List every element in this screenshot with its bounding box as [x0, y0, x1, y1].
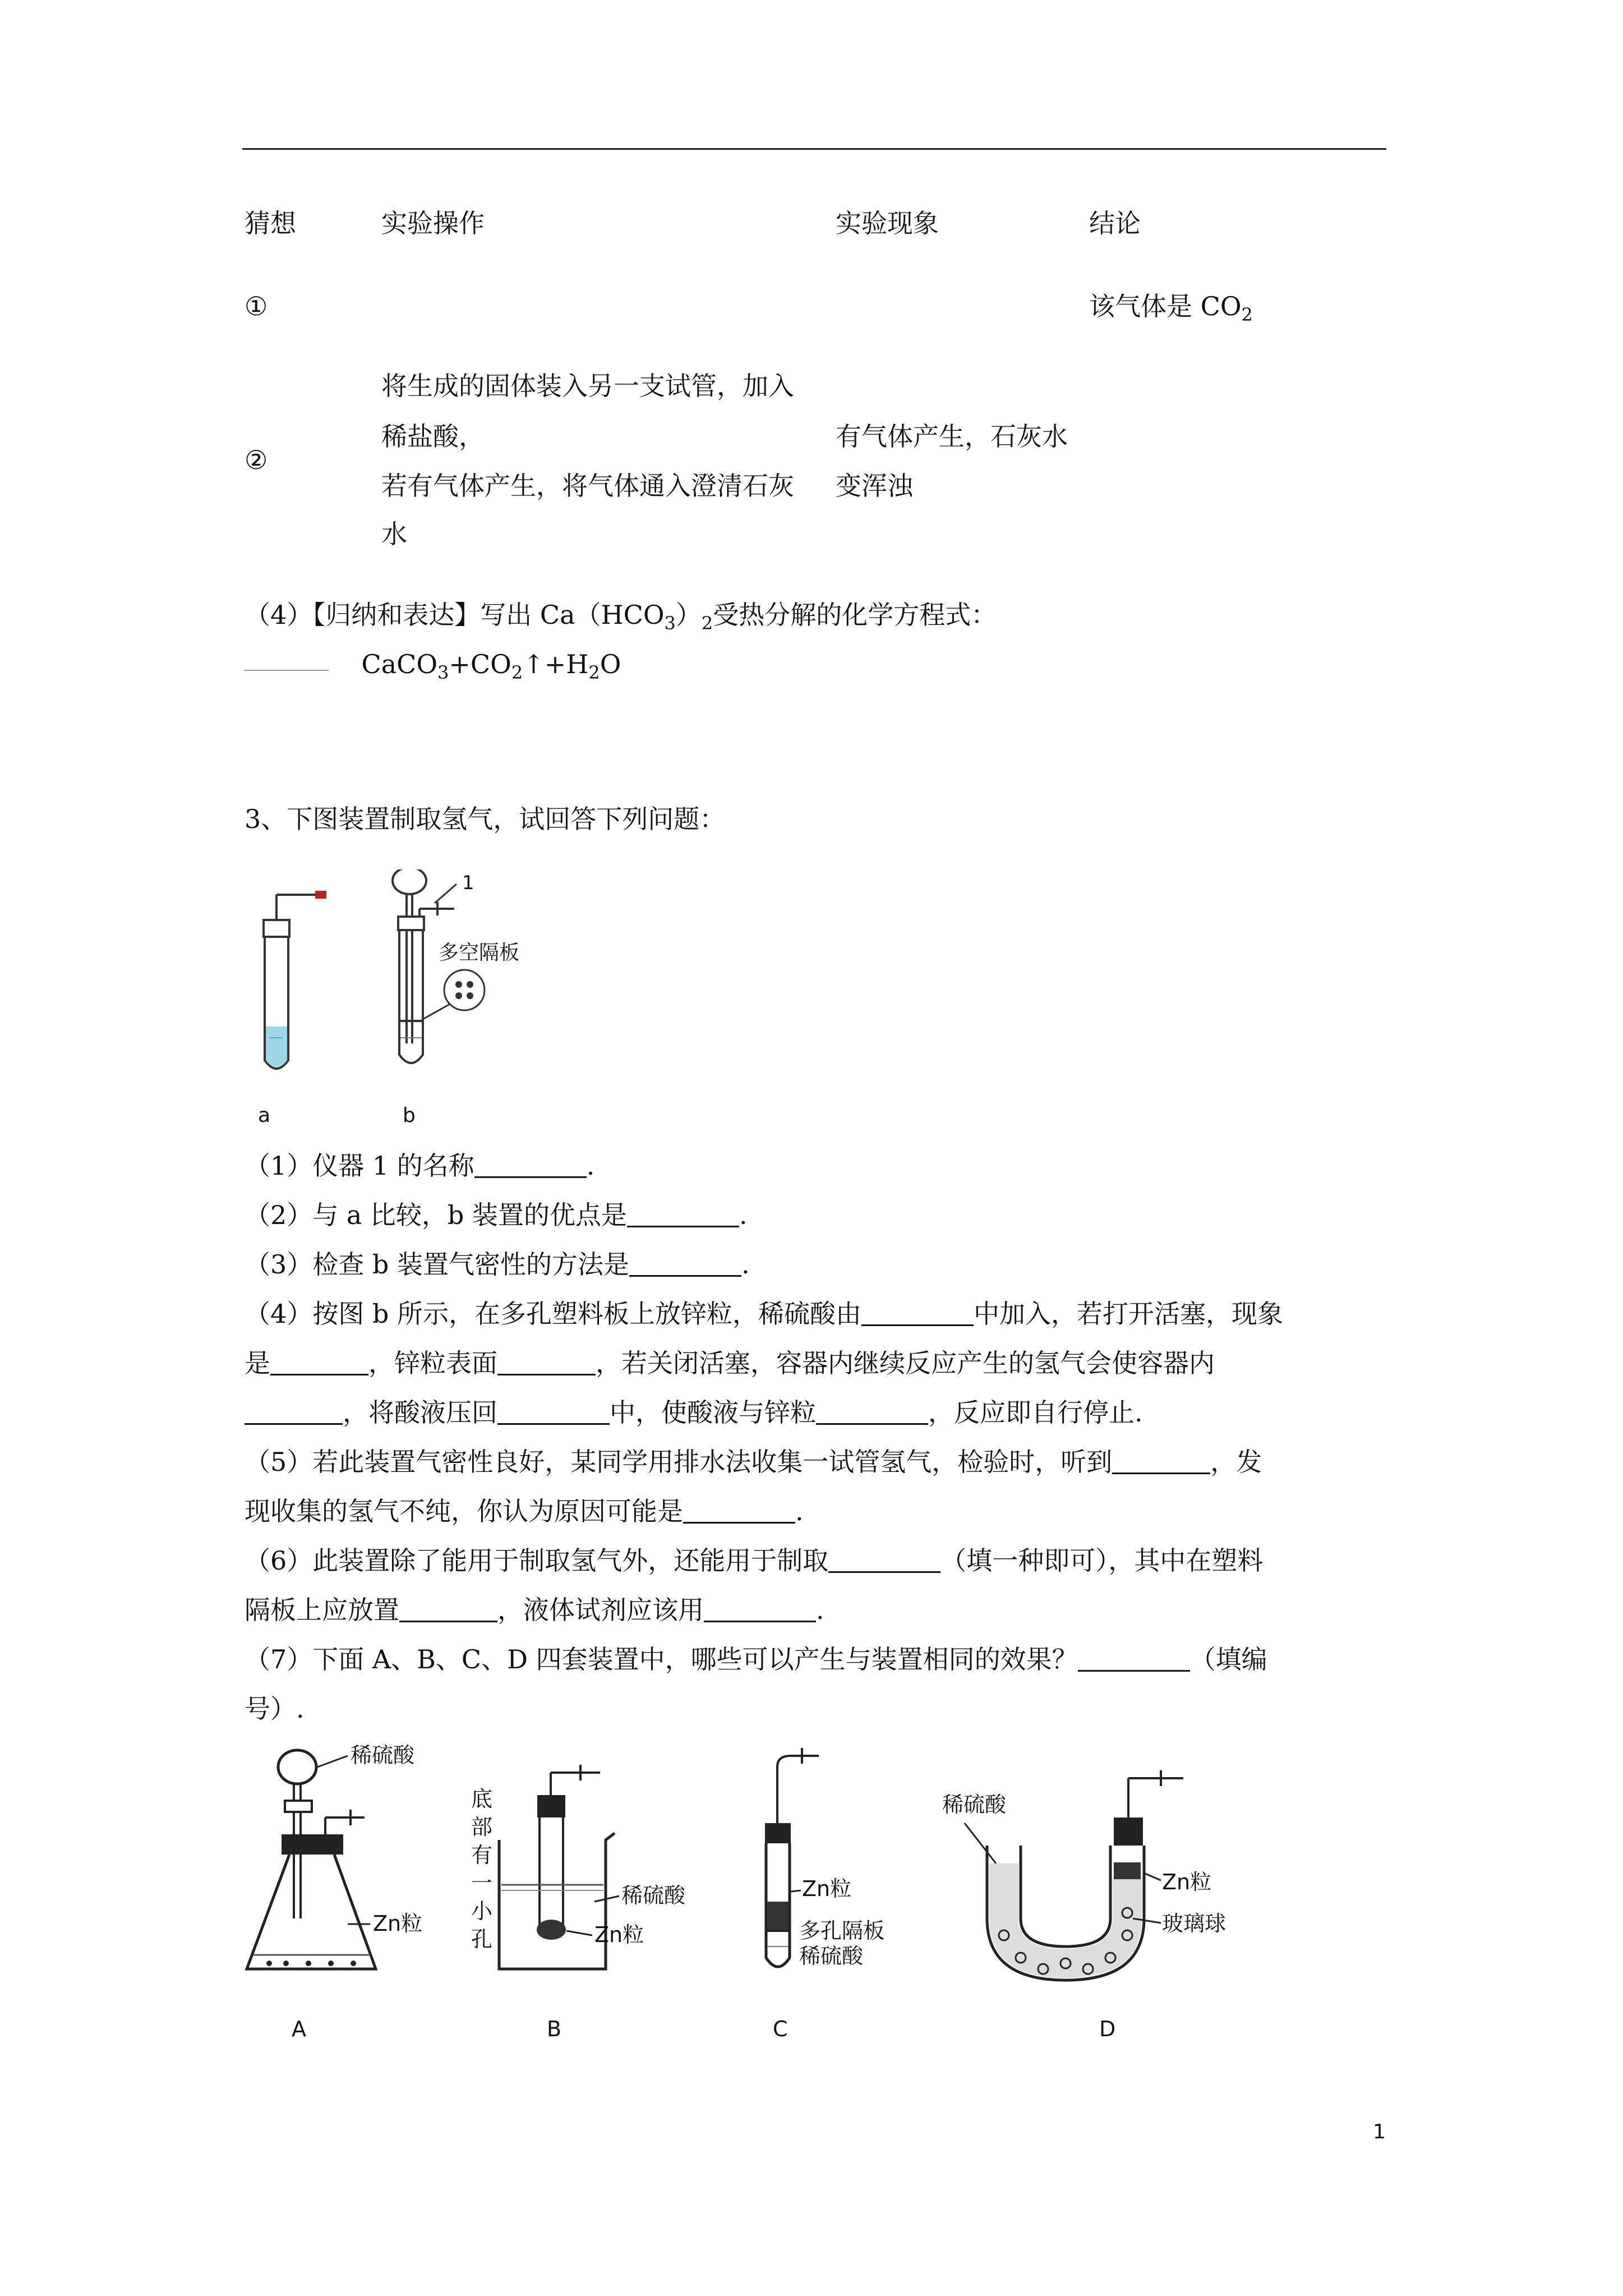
D-letter: D [1099, 2017, 1116, 2041]
answer-blank[interactable] [683, 1496, 795, 1524]
q3-p3: （3）检查 b 装置气密性的方法是 . [245, 1249, 750, 1280]
B-hole-5: 小 [471, 1899, 493, 1924]
row1-guess: ① [245, 291, 268, 321]
answer-blank[interactable] [627, 1200, 739, 1227]
row2-op-line4: 水 [381, 519, 407, 549]
D-zn-label: Zn粒 [1162, 1870, 1212, 1894]
C-acid-label: 稀硫酸 [799, 1944, 864, 1968]
answer-blank[interactable] [497, 1348, 596, 1375]
row2-phen-line2: 变浑浊 [836, 471, 913, 501]
apparatus-C [765, 1748, 884, 2041]
B-hole-4: 一 [471, 1871, 493, 1895]
answer-blank[interactable] [861, 1299, 974, 1326]
page-number: 1 [1373, 2120, 1386, 2143]
label-porous-plate: 多空隔板 [439, 941, 520, 964]
q3-p4-line1: （4）按图 b 所示，在多孔塑料板上放锌粒，稀硫酸由 中加入，若打开活塞，现象 [245, 1299, 1283, 1329]
answer-blank[interactable] [474, 1151, 587, 1178]
row2-guess: ② [245, 445, 268, 475]
header-guess: 猜想 [245, 208, 296, 238]
header-conclusion: 结论 [1089, 208, 1141, 238]
label-a: a [258, 1104, 271, 1127]
B-letter: B [547, 2017, 562, 2041]
row2-op-line3: 若有气体产生，将气体通入澄清石灰 [381, 471, 794, 501]
q3-intro: 3、下图装置制取氢气，试回答下列问题： [245, 804, 726, 834]
B-zn-label: Zn粒 [594, 1922, 644, 1947]
q3-p2: （2）与 a 比较，b 装置的优点是 . [245, 1200, 748, 1230]
answer-blank[interactable] [1078, 1644, 1190, 1672]
q3-p7-line2: 号）. [245, 1694, 305, 1724]
D-acid-label: 稀硫酸 [942, 1792, 1007, 1817]
q3-p1: （1）仪器 1 的名称 . [245, 1151, 595, 1181]
answer-blank[interactable] [816, 1397, 928, 1425]
label-1: 1 [462, 872, 474, 894]
B-hole-3: 有 [471, 1843, 493, 1867]
A-zn-label: Zn粒 [373, 1911, 423, 1936]
row2-op-line2: 稀盐酸， [381, 421, 485, 452]
answer-blank[interactable] [828, 1545, 940, 1573]
answer-blank [245, 647, 329, 671]
answer-blank[interactable] [1112, 1447, 1210, 1474]
q3-p4-line3: ，将酸液压回 中，使酸液与锌粒 ，反应即自行停止. [245, 1396, 1143, 1429]
apparatus-D [942, 1770, 1226, 2041]
header-operation: 实验操作 [381, 208, 485, 238]
row1-conclusion: 该气体是 $CO_2$ [1089, 291, 1253, 325]
figure-apparatus-ab [241, 869, 555, 1133]
q3-p7-line1: （7）下面 A、B、C、D 四套装置中，哪些可以产生与装置相同的效果？ （填编 [245, 1644, 1267, 1674]
apparatus-A [247, 1743, 422, 2041]
q3-p5-line2: 现收集的氢气不纯，你认为原因可能是 . [245, 1496, 804, 1526]
answer-blank[interactable] [270, 1348, 368, 1375]
row2-op-line1: 将生成的固体装入另一支试管，加入 [381, 371, 794, 401]
B-hole-6: 孔 [471, 1927, 493, 1952]
q3-p6-line2: 隔板上应放置 ，液体试剂应该用 . [245, 1595, 824, 1625]
q3-p6-line1: （6）此装置除了能用于制取氢气外，还能用于制取 （填一种即可），其中在塑料 [245, 1545, 1264, 1576]
answer-blank[interactable] [245, 1397, 343, 1425]
row2-phen-line1: 有气体产生，石灰水 [836, 421, 1068, 452]
q3-p5-line1: （5）若此装置气密性良好，某同学用排水法收集一试管氢气，检验时，听到 ，发 [245, 1447, 1262, 1477]
apparatus-b [393, 869, 519, 1063]
q4-prompt: （4）【归纳和表达】写出 $Ca(HCO_3)_2$受热分解的化学方程式： [245, 600, 997, 634]
B-hole-1: 底 [471, 1787, 493, 1811]
B-hole-2: 部 [471, 1815, 493, 1839]
q4-equation: $CaCO_3+CO_2↑+H_2O$ [245, 647, 621, 689]
apparatus-a [264, 891, 326, 1069]
figure-apparatus-abcd [236, 1733, 1290, 2047]
D-glass-label: 玻璃球 [1162, 1911, 1227, 1936]
B-acid-label: 稀硫酸 [621, 1883, 686, 1908]
A-acid-label: 稀硫酸 [351, 1743, 415, 1768]
C-zn-label: Zn粒 [802, 1876, 852, 1901]
q3-p4-line2: 是 ，锌粒表面 ，若关闭活塞，容器内继续反应产生的氢气会使容器内 [245, 1348, 1215, 1378]
answer-blank[interactable] [497, 1397, 610, 1425]
C-plate-label: 多孔隔板 [799, 1918, 885, 1943]
header-phenomenon: 实验现象 [836, 208, 939, 238]
answer-blank[interactable] [399, 1595, 497, 1622]
A-letter: A [292, 2017, 306, 2041]
label-b: b [403, 1104, 416, 1127]
C-letter: C [773, 2017, 788, 2041]
apparatus-B [471, 1765, 686, 2041]
header-rule [242, 148, 1386, 150]
answer-blank[interactable] [629, 1249, 741, 1277]
answer-blank[interactable] [704, 1595, 816, 1622]
